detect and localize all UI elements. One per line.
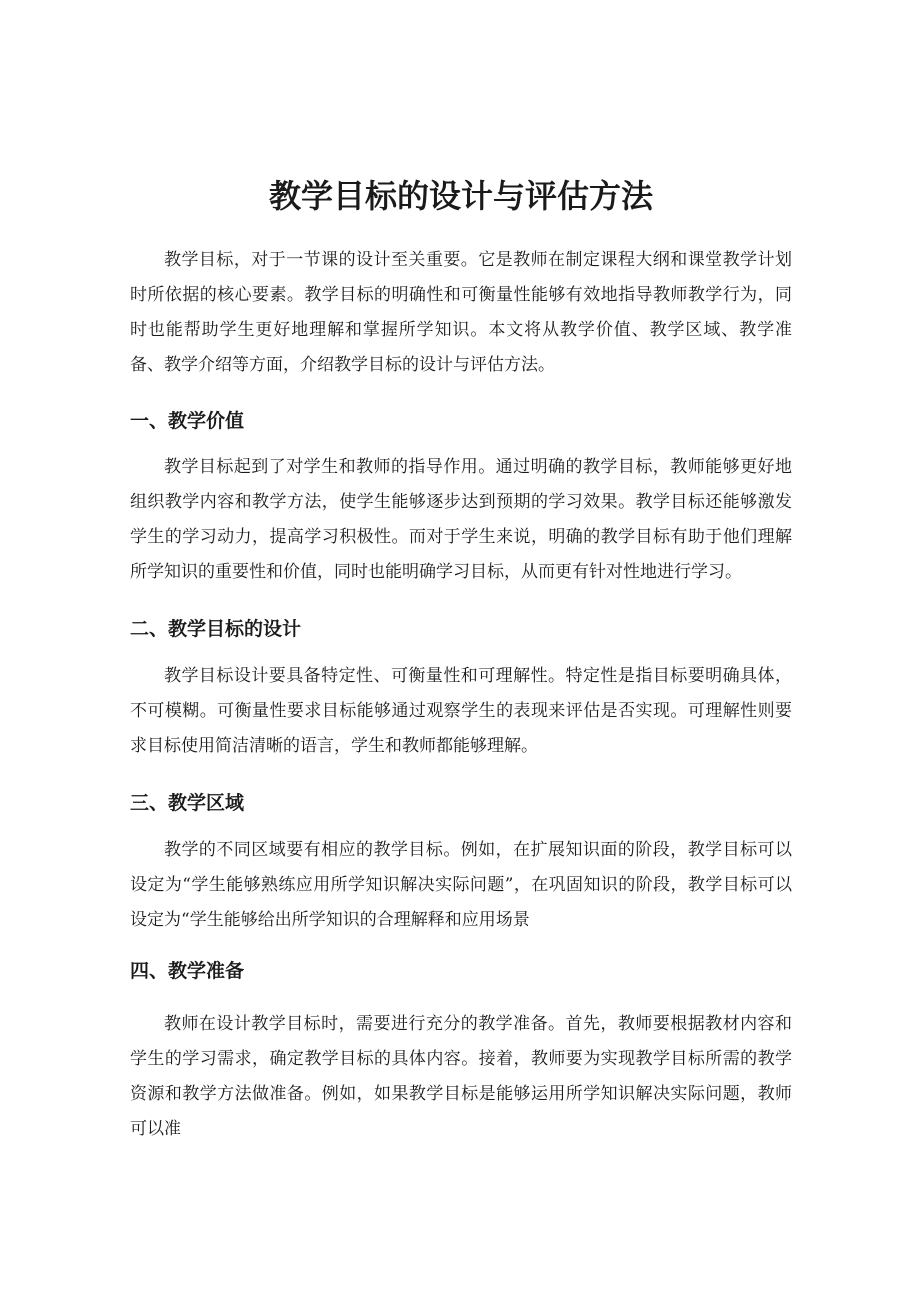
document-title: 教学目标的设计与评估方法	[268, 177, 653, 215]
section-body-teaching-area: 教学的不同区域要有相应的教学目标。例如，在扩展知识面的阶段，教学目标可以设定为“学生能够熟练应用所学知识解决实际问题”，在巩固知识的阶段，教学目标可以设定为“学生能够给出所学知识的合理解释和应用场景	[130, 840, 792, 930]
section-heading-teaching-preparation: 四、教学准备	[130, 960, 245, 982]
section-heading-objective-design: 二、教学目标的设计	[130, 618, 302, 640]
section-body-objective-design: 教学目标设计要具备特定性、可衡量性和可理解性。特定性是指目标要明确具体，不可模糊。可衡量性要求目标能够通过观察学生的表现来评估是否实现。可理解性则要求目标使用简洁清晰的语言，学生和教师都能够理解。	[130, 666, 792, 756]
intro-paragraph: 教学目标，对于一节课的设计至关重要。它是教师在制定课程大纲和课堂教学计划时所依据的核心要素。教学目标的明确性和可衡量性能够有效地指导教师教学行为，同时也能帮助学生更好地理解和掌握所学知识。本文将从教学价值、教学区域、教学准备、教学介绍等方面，介绍教学目标的设计与评估方法。	[130, 250, 792, 375]
section-heading-teaching-value: 一、教学价值	[130, 410, 245, 432]
section-body-teaching-preparation: 教师在设计教学目标时，需要进行充分的教学准备。首先，教师要根据教材内容和学生的学习需求，确定教学目标的具体内容。接着，教师要为实现教学目标所需的教学资源和教学方法做准备。例如，如果教学目标是能够运用所学知识解决实际问题，教师可以准	[130, 1014, 792, 1139]
section-heading-teaching-area: 三、教学区域	[130, 792, 245, 814]
section-body-teaching-value: 教学目标起到了对学生和教师的指导作用。通过明确的教学目标，教师能够更好地组织教学内容和教学方法，使学生能够逐步达到预期的学习效果。教学目标还能够激发学生的学习动力，提高学习积极性。而对于学生来说，明确的教学目标有助于他们理解所学知识的重要性和价值，同时也能明确学习目标，从而更有针对性地进行学习。	[130, 457, 792, 582]
